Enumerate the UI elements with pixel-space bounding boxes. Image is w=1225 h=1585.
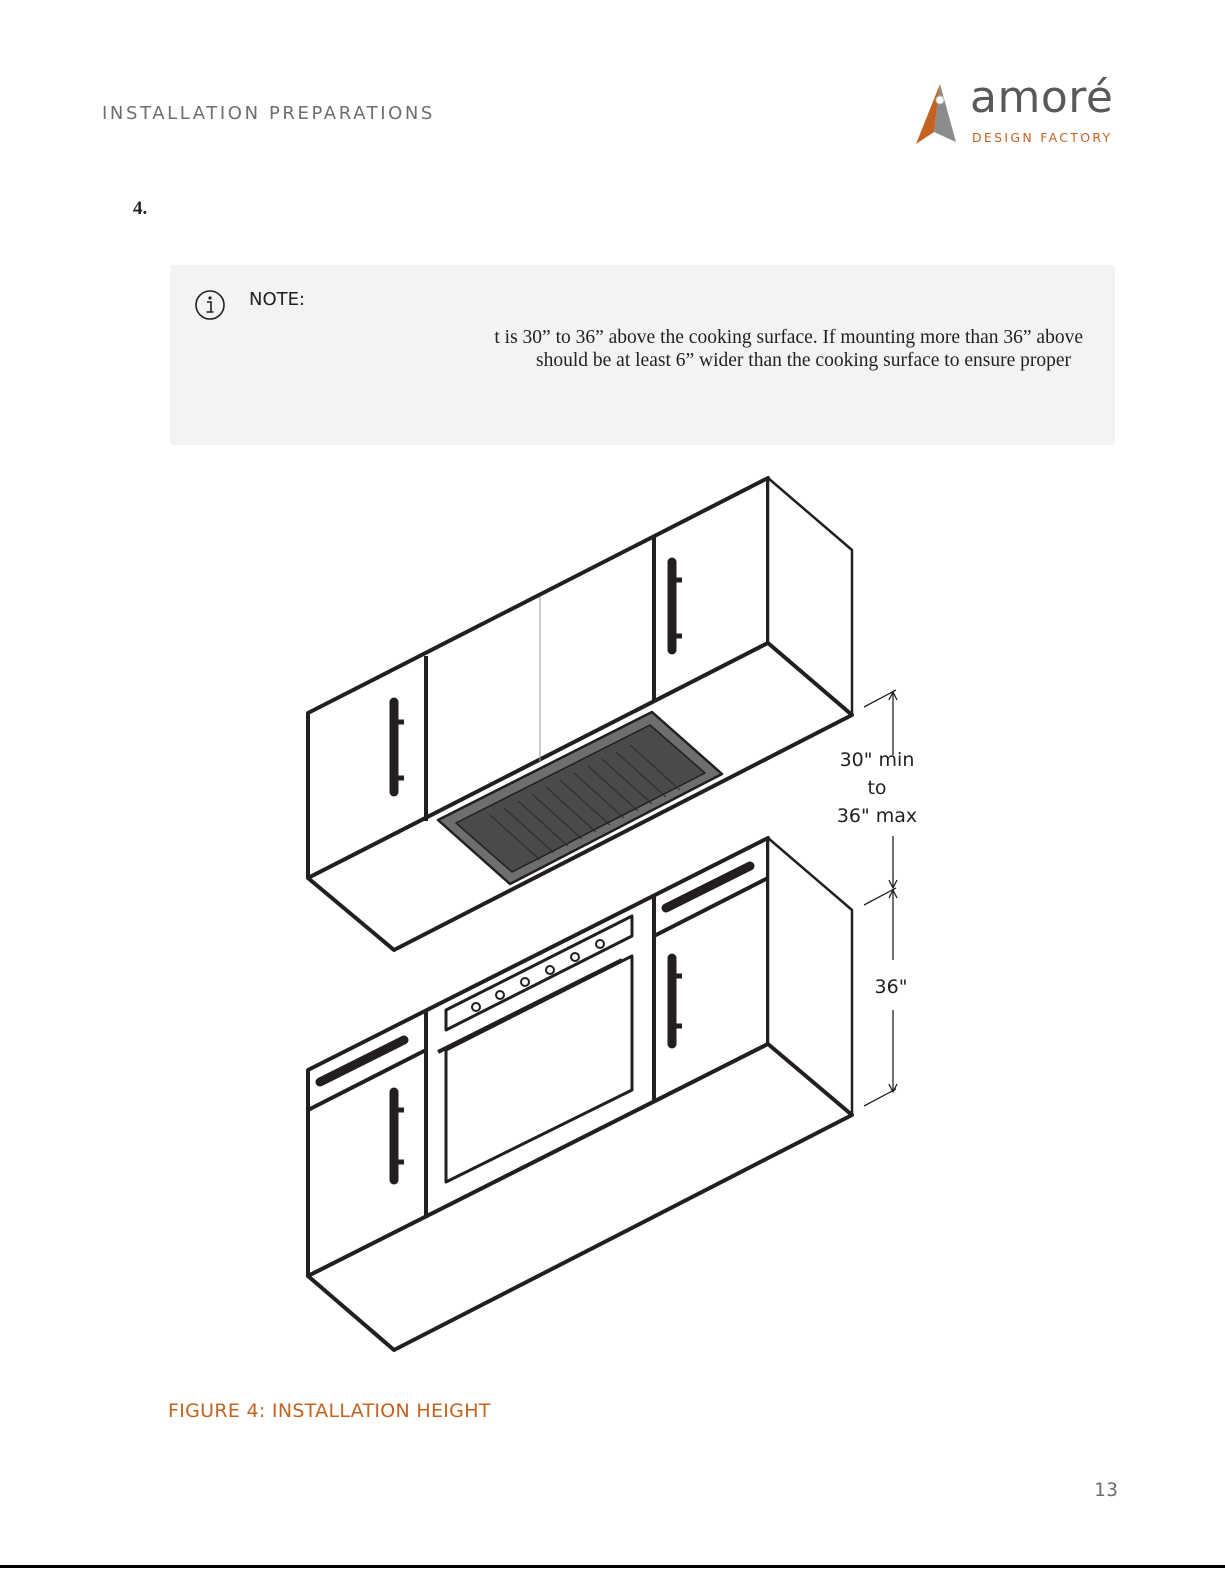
dimension-to-label: to xyxy=(867,777,887,799)
page-number: 13 xyxy=(1094,1479,1119,1501)
figure-caption: FIGURE 4: INSTALLATION HEIGHT xyxy=(168,1400,491,1422)
amore-logo xyxy=(914,72,1124,152)
note-text-line-2: should be at least 6” wider than the cooking surface to ensure proper xyxy=(536,350,1071,371)
dimension-max-label: 36" max xyxy=(836,805,918,827)
logo-wordmark: amoré xyxy=(970,72,1114,123)
logo-mark-icon xyxy=(914,82,964,146)
cabinet-illustration xyxy=(290,470,940,1360)
dimension-counter-height-label: 36" xyxy=(874,976,908,998)
note-box xyxy=(170,265,1115,445)
installation-height-figure xyxy=(290,470,940,1360)
bottom-rule xyxy=(0,1565,1225,1568)
logo-subtitle: DESIGN FACTORY xyxy=(972,130,1113,145)
note-label: NOTE: xyxy=(249,289,306,310)
step-number: 4. xyxy=(133,198,148,219)
note-text-line-1: t is 30” to 36” above the cooking surface. If mounting more than 36” above xyxy=(494,327,1083,348)
dimension-min-label: 30" min xyxy=(839,749,915,771)
info-icon xyxy=(194,289,226,321)
section-title: INSTALLATION PREPARATIONS xyxy=(102,103,435,124)
